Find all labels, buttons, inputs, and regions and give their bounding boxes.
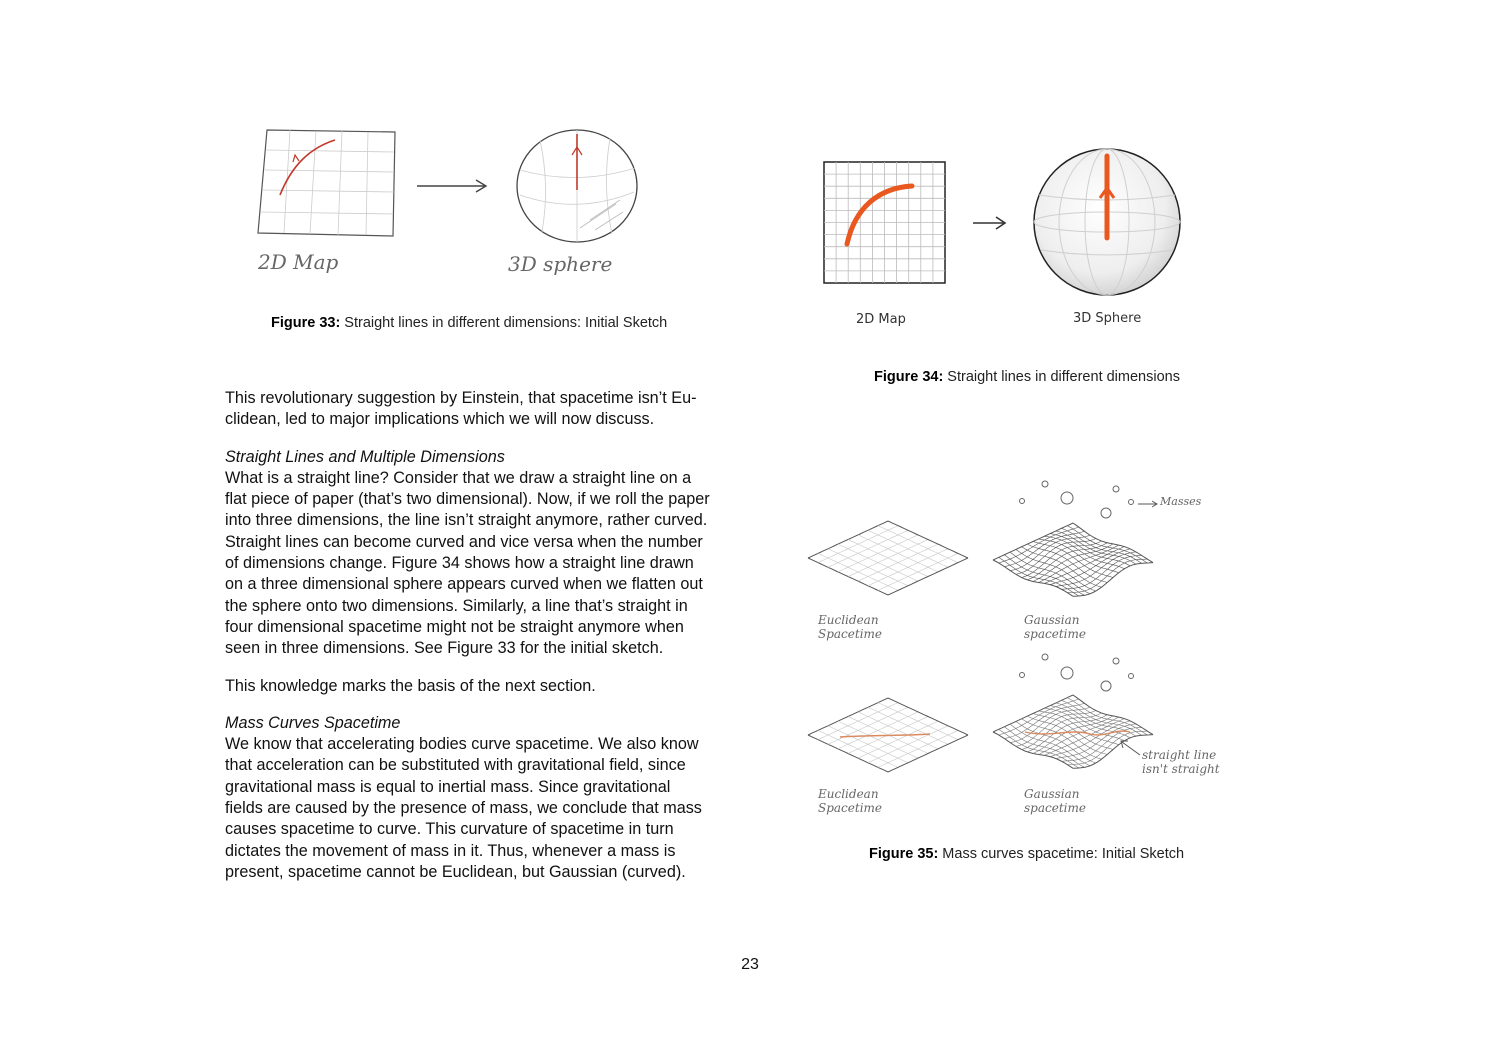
figure-35-drawing: [800, 470, 1230, 830]
paragraph-line: fields are caused by the presence of mass, we conclude that mass: [225, 799, 702, 818]
label-euclidean: Euclidean: [818, 613, 879, 627]
paragraph-line: on a three dimensional sphere appears curved when we flatten out: [225, 575, 703, 594]
section-heading-mass-curves: Mass Curves Spacetime: [225, 713, 401, 732]
section-heading-straight-lines: Straight Lines and Multiple Dimensions: [225, 447, 505, 466]
fig35-top-left-label: [818, 613, 882, 641]
gaussian-plane-top: [993, 523, 1153, 596]
figure-34: [820, 150, 1190, 330]
paragraph-line: of dimensions change. Figure 34 shows how a straight line drawn: [225, 554, 694, 573]
body-text: [225, 388, 725, 883]
arrow-icon: [417, 180, 486, 192]
figure-33-caption-text: Straight lines in different dimensions: Initial Sketch: [344, 315, 668, 331]
label-euclidean: Euclidean: [818, 787, 879, 801]
grid-2d-map: [824, 162, 945, 283]
paragraph-knowledge: This knowledge marks the basis of the next section.: [225, 676, 596, 695]
arrow-right-icon: [973, 217, 1005, 229]
fig34-label-3d-sphere: 3D Sphere: [1073, 311, 1142, 326]
figure-33-caption: [271, 315, 667, 331]
fig33-label-2d-map: 2D Map: [258, 250, 339, 274]
figure-34-number: Figure 34:: [874, 369, 944, 385]
fig35-top-right-label: [1024, 613, 1086, 641]
figure-33-number: Figure 33:: [271, 315, 341, 331]
paragraph-line: four dimensional spacetime might not be straight anymore when: [225, 617, 684, 636]
fig35-bottom-left-label: [818, 787, 882, 815]
paragraph-straight-lines: [225, 468, 725, 660]
paragraph-line: that acceleration can be substituted with gravitational field, since: [225, 756, 686, 775]
paragraph-line: causes spacetime to curve. This curvature of spacetime in turn: [225, 820, 674, 839]
paragraph-line: present, spacetime cannot be Euclidean, but Gaussian (curved).: [225, 862, 686, 881]
page-number: 23: [741, 956, 759, 973]
sphere-3d: [1034, 149, 1180, 295]
fig35-straight-line-note: [1142, 748, 1220, 776]
figure-34-caption-text: Straight lines in different dimensions: [947, 369, 1180, 385]
figure-35-number: Figure 35:: [869, 846, 939, 862]
fig34-label-2d-map: 2D Map: [856, 312, 906, 327]
label-spacetime: spacetime: [1024, 801, 1086, 815]
fig33-label-3d-sphere: 3D sphere: [508, 252, 613, 276]
sketch-curve-2d: [280, 140, 335, 195]
sketch-2d-map: [258, 130, 395, 236]
intro-line-2: clidean, led to major implications which we will now discuss.: [225, 410, 655, 429]
paragraph-line: Straight lines can become curved and vice versa when the number: [225, 532, 703, 551]
figure-35-caption-text: Mass curves spacetime: Initial Sketch: [942, 846, 1185, 862]
label-gaussian: Gaussian: [1024, 787, 1080, 801]
note-line-2: isn't straight: [1142, 762, 1220, 776]
label-spacetime: spacetime: [1024, 627, 1086, 641]
label-spacetime: Spacetime: [818, 627, 883, 641]
figure-35-caption: [869, 846, 1184, 862]
masses-top: [1020, 481, 1134, 518]
figure-34-caption: [874, 369, 1180, 385]
fig35-bottom-right-label: [1024, 787, 1086, 815]
figure-33: [250, 120, 670, 300]
figure-34-drawing: [820, 150, 1190, 300]
masses-label: Masses: [1160, 495, 1202, 508]
paragraph-line: the sphere onto two dimensions. Similarly, a line that’s straight in: [225, 596, 688, 615]
paragraph-line: gravitational mass is equal to inertial mass. Since gravitational: [225, 777, 671, 796]
masses-bottom: [1020, 654, 1134, 691]
label-spacetime: Spacetime: [818, 801, 883, 815]
straight-line-note-arrow: [1121, 741, 1140, 755]
label-gaussian: Gaussian: [1024, 613, 1080, 627]
paragraph-mass-curves: [225, 734, 725, 883]
intro-line-1: This revolutionary suggestion by Einstein, that spacetime isn’t Eu-: [225, 389, 697, 407]
sketch-3d-sphere: [517, 130, 637, 242]
note-line-1: straight line: [1142, 748, 1217, 762]
paragraph-line: seen in three dimensions. See Figure 33 for the initial sketch.: [225, 639, 664, 658]
paragraph-line: What is a straight line? Consider that we draw a straight line on a: [225, 468, 692, 487]
paragraph-line: We know that accelerating bodies curve spacetime. We also know: [225, 735, 699, 754]
paragraph-line: flat piece of paper (that’s two dimensional). Now, if we roll the paper: [225, 490, 710, 509]
masses-pointer-arrow: [1138, 501, 1157, 507]
paragraph-line: dictates the movement of mass in it. Thus, whenever a mass is: [225, 841, 676, 860]
euclidean-plane-top: [808, 521, 968, 595]
figure-35: [800, 470, 1230, 830]
paragraph-line: into three dimensions, the line isn’t straight anymore, rather curved.: [225, 511, 708, 530]
